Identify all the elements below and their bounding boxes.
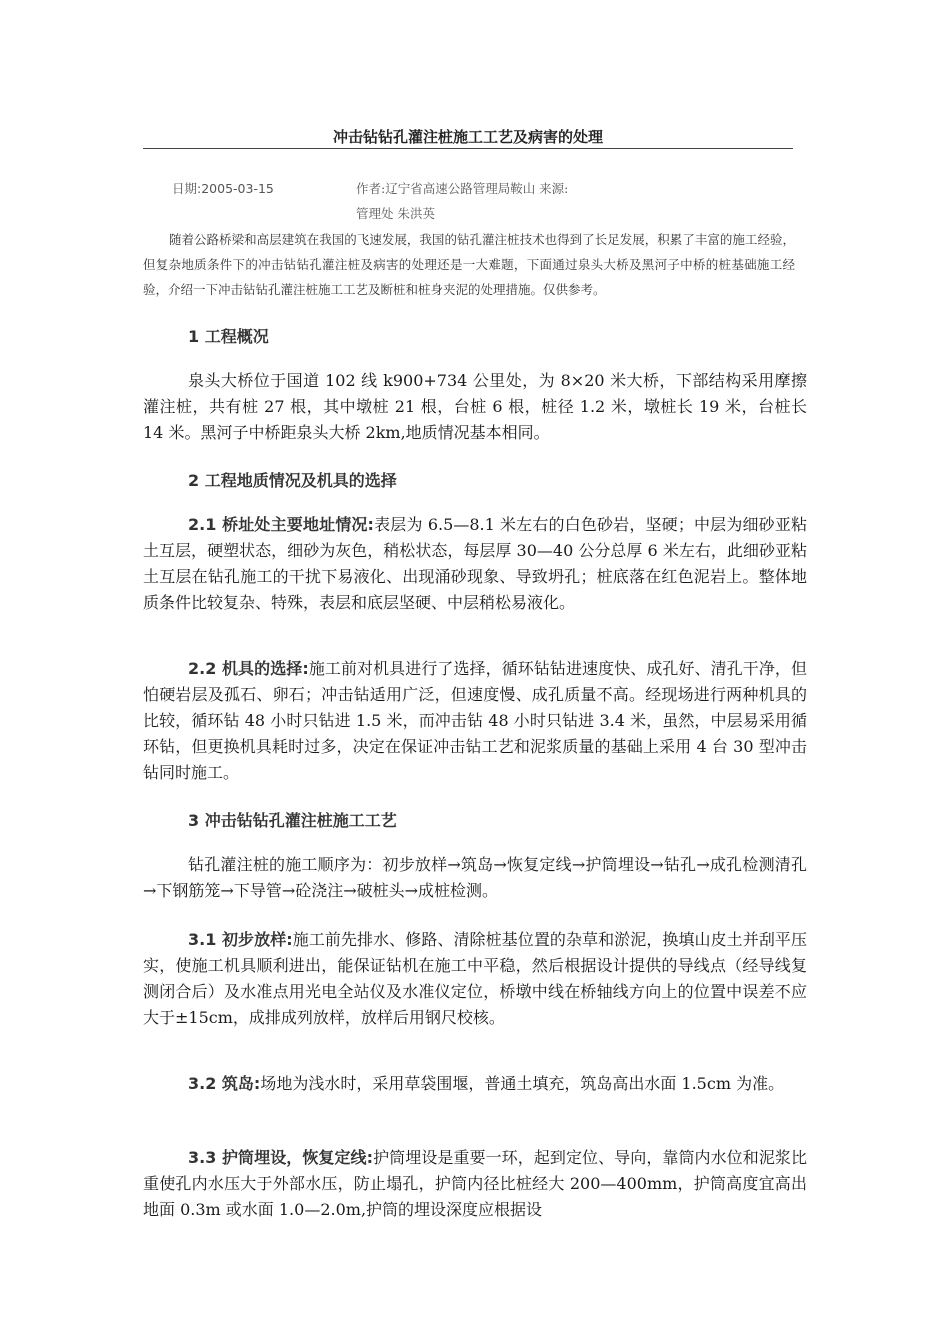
section-1-heading: 1 工程概况	[188, 327, 269, 346]
section-2-heading: 2 工程地质情况及机具的选择	[188, 471, 397, 490]
section-3-paragraph: 钻孔灌注桩的施工顺序为：初步放样→筑岛→恢复定线→护筒埋设→钻孔→成孔检测清孔→下钢筋笼→下导管→砼浇注→破桩头→成桩检测。	[143, 855, 807, 900]
section-3-1-text: 施工前先排水、修路、清除桩基位置的杂草和淤泥，换填山皮土并刮平压实，使施工机具顺利进出，能保证钻机在施工中平稳，然后根据设计提供的导线点（经导线复测闭合后）及水准点用光电全站仪及水准仪定位，桥墩中线在桥轴线方向上的位置中误差不应大于±15cm，成排成列放样，放样后用钢尺校核。	[143, 930, 807, 1027]
author-source-line1: 作者:辽宁省高速公路管理局鞍山 来源:	[356, 181, 569, 196]
section-3-3-label: 3.3 护筒埋设，恢复定线:	[188, 1148, 374, 1167]
section-2-1-text: 表层为 6.5—8.1 米左右的白色砂岩，坚硬；中层为细砂亚粘土互层，硬塑状态，细砂为灰色，稍松状态，每层厚 30—40 公分总厚 6 米左右，此细砂亚粘土互层在钻孔施工的干扰下易液化、出现涌砂现象、导致坍孔；桩底落在红色泥岩上。整体地质条件比较复杂、特殊，表层和底层坚硬、中层稍松易液化。	[143, 515, 807, 612]
section-3-3-text: 护筒埋设是重要一环，起到定位、导向，靠筒内水位和泥浆比重使孔内水压大于外部水压，防止塌孔，护筒内径比桩经大 200—400mm，护筒高度宜高出地面 0.3m 或水面 1.0—2.0m,护筒的埋设深度应根据设	[143, 1148, 807, 1219]
section-3-heading: 3 冲击钻钻孔灌注桩施工工艺	[188, 811, 397, 830]
article-title: 冲击钻钻孔灌注桩施工工艺及病害的处理	[332, 128, 603, 146]
section-2-1-label: 2.1 桥址处主要地址情况:	[188, 515, 374, 534]
section-3-1-label: 3.1 初步放样:	[188, 930, 293, 949]
section-2-2-label: 2.2 机具的选择:	[188, 659, 309, 678]
section-3-2-text: 场地为浅水时，采用草袋围堰，普通土填充，筑岛高出水面 1.5cm 为准。	[260, 1074, 785, 1093]
section-3-2-paragraph	[143, 1071, 807, 1097]
section-2-1-paragraph	[143, 512, 807, 616]
intro-paragraph: 随着公路桥梁和高层建筑在我国的飞速发展，我国的钻孔灌注桩技术也得到了长足发展，积累了丰富的施工经验，但复杂地质条件下的冲击钻钻孔灌注桩及病害的处理还是一大难题，下面通过泉头大桥及黑河子中桥的桩基础施工经验，介绍一下冲击钻钻孔灌注桩施工工艺及断桩和桩身夹泥的处理措施。仅供参考。	[143, 232, 795, 297]
author-source-line2: 管理处 朱洪英	[356, 206, 435, 221]
title-divider	[143, 148, 793, 149]
section-3-3-paragraph	[143, 1145, 807, 1223]
section-3-2-label: 3.2 筑岛:	[188, 1074, 261, 1093]
section-1-paragraph: 泉头大桥位于国道 102 线 k900+734 公里处，为 8×20 米大桥，下部结构采用摩擦灌注桩，共有桩 27 根，其中墩桩 21 根，台桩 6 根，桩径 1.2 米，墩桩长 19 米，台桩长 14 米。黑河子中桥距泉头大桥 2km,地质情况基本相同。	[143, 371, 807, 442]
section-3-1-paragraph	[143, 927, 807, 1031]
section-2-2-paragraph	[143, 656, 807, 786]
section-2-2-text: 施工前对机具进行了选择，循环钻钻进速度快、成孔好、清孔干净，但怕硬岩层及孤石、卵石；冲击钻适用广泛，但速度慢、成孔质量不高。经现场进行两种机具的比较，循环钻 48 小时只钻进 1.5 米，而冲击钻 48 小时只钻进 3.4 米，虽然，中层易采用循环钻，但更换机具耗时过多，决定在保证冲击钻工艺和泥浆质量的基础上采用 4 台 30 型冲击钻同时施工。	[143, 659, 807, 782]
publish-date: 日期:2005-03-15	[172, 181, 274, 196]
